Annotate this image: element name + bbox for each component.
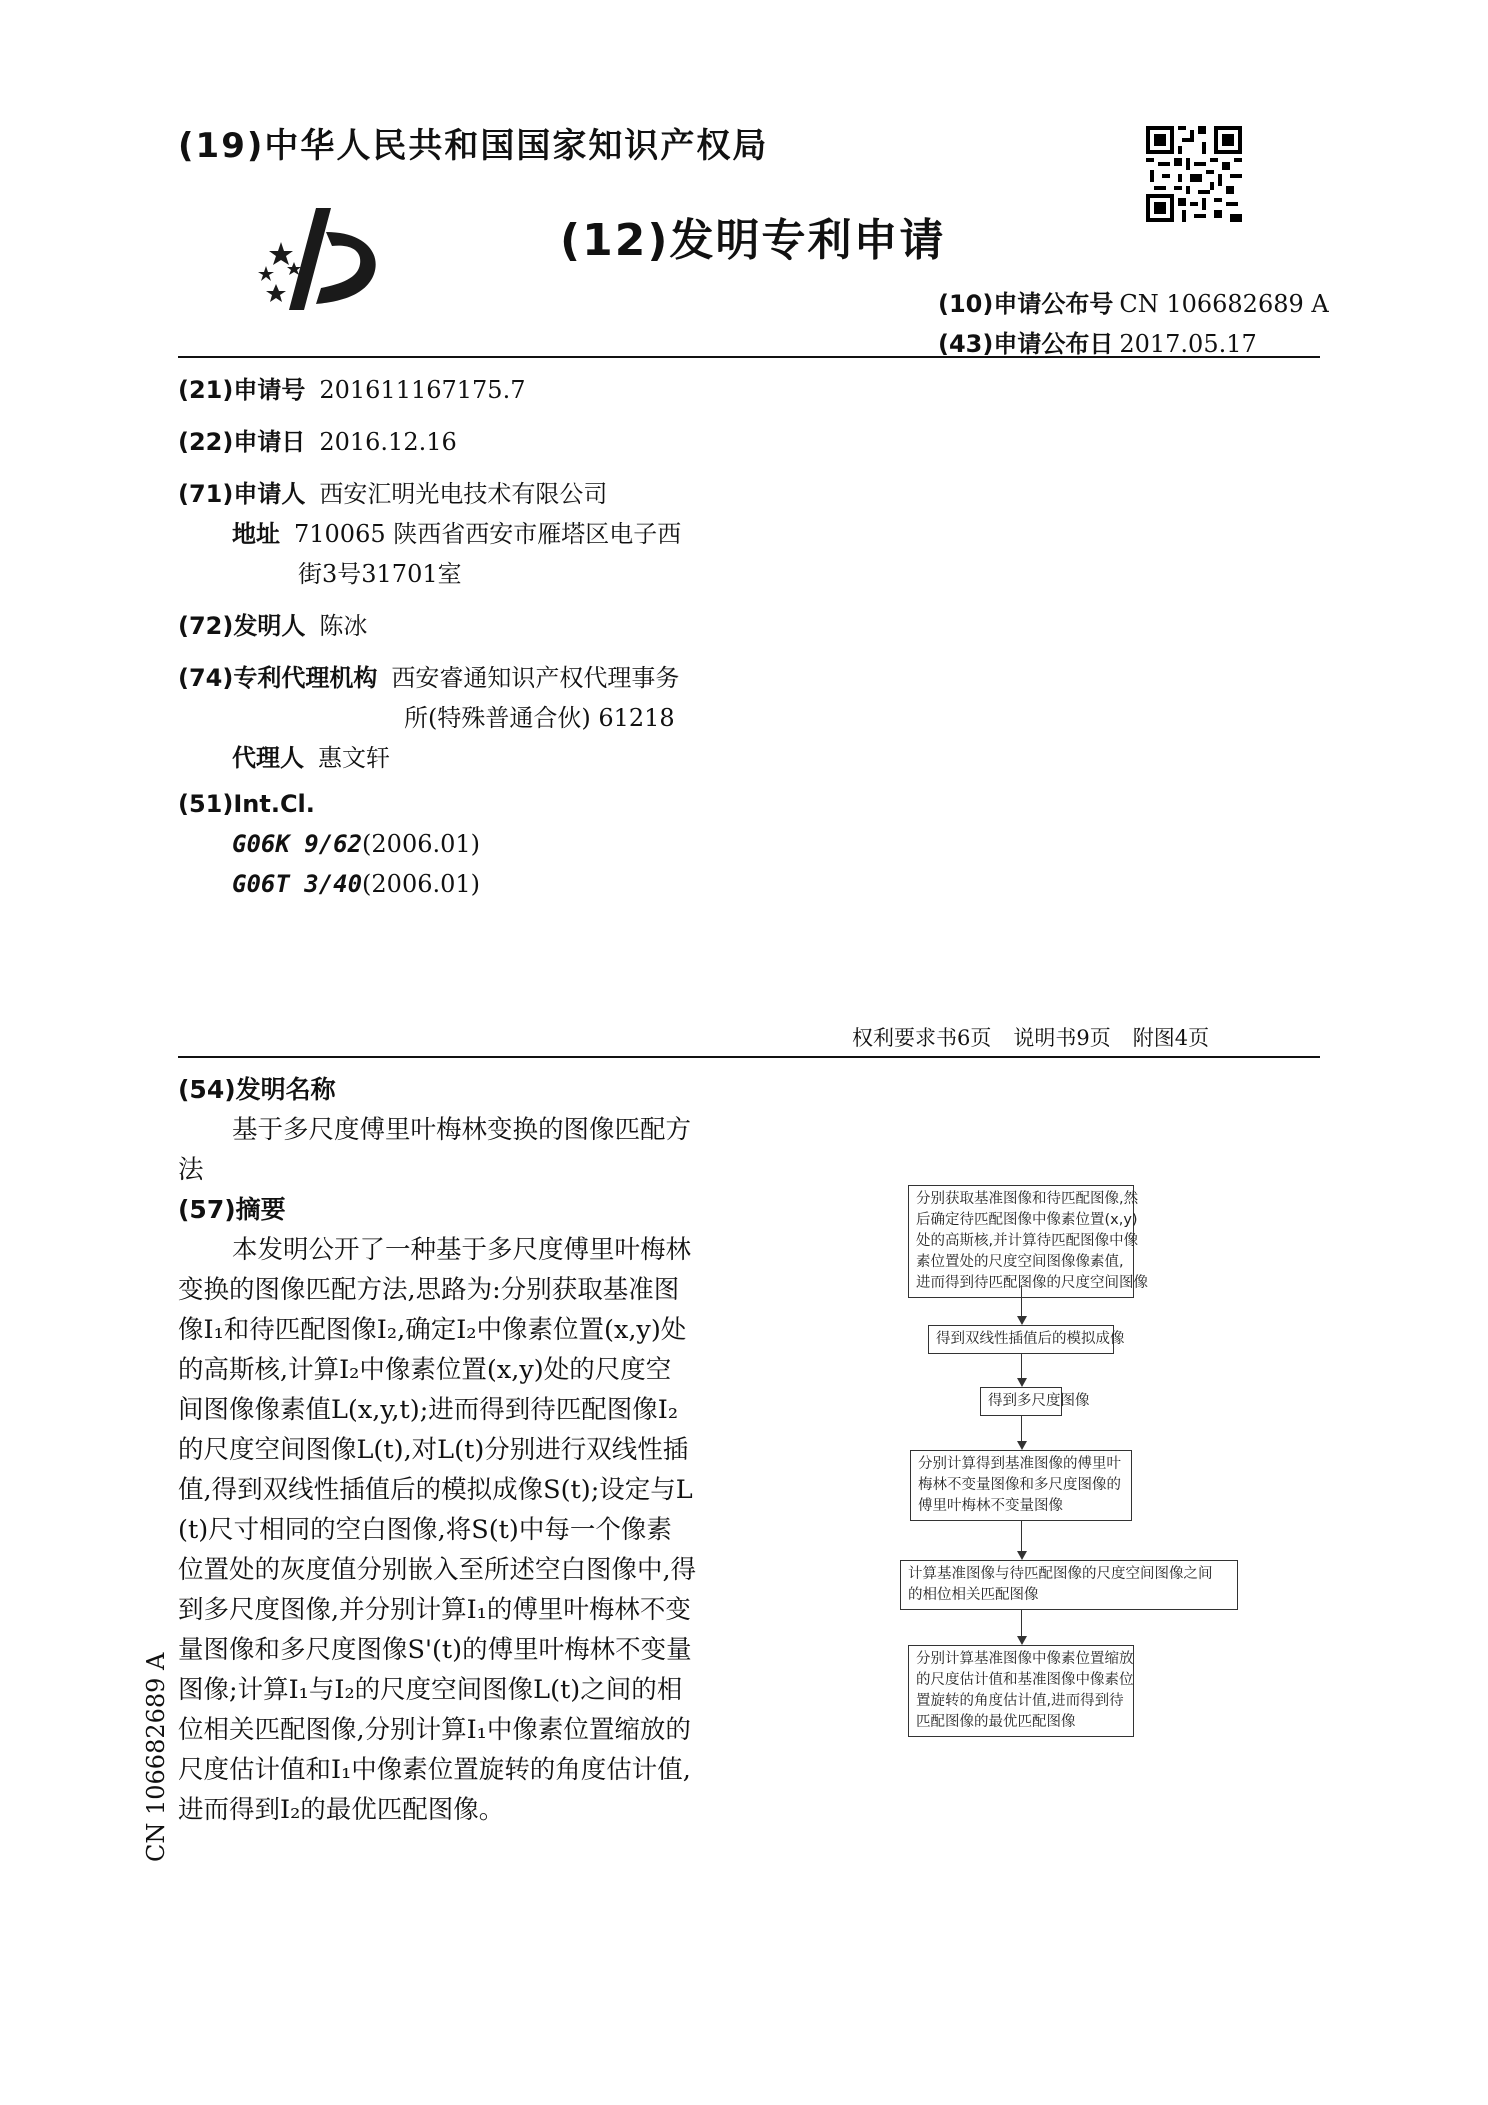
- applicant-label: (71)申请人: [178, 480, 306, 508]
- publication-number: [938, 284, 1329, 319]
- ipc-entry: [232, 870, 480, 898]
- ipc-version: (2006.01): [362, 870, 481, 898]
- abstract-line: 位置处的灰度值分别嵌入至所述空白图像中,得: [178, 1555, 697, 1585]
- qr-code: [1146, 126, 1242, 222]
- flowchart-step-line: 素位置处的尺度空间图像像素值,: [916, 1254, 1124, 1270]
- invention-title-label: (54)发明名称: [178, 1075, 336, 1104]
- claims-pages: 权利要求书6页: [852, 1026, 992, 1050]
- flowchart-step-line: 的相位相关匹配图像: [908, 1587, 1039, 1603]
- patent-agency-line-1: 西安睿通知识产权代理事务: [391, 664, 680, 692]
- cnipa-logo: [246, 204, 386, 314]
- address: [232, 514, 681, 549]
- publication-date-label: (43)申请公布日: [938, 330, 1114, 358]
- application-number: [178, 370, 525, 405]
- inventor-value: 陈冰: [319, 612, 368, 640]
- flowchart-arrowhead: [1017, 1316, 1027, 1325]
- ipc-code: G06K 9/62: [232, 830, 363, 858]
- abstract-line: 尺度估计值和I₁中像素位置旋转的角度估计值,: [178, 1755, 691, 1785]
- abstract-line: 本发明公开了一种基于多尺度傅里叶梅林: [232, 1235, 692, 1265]
- publication-number-value: CN 106682689 A: [1119, 290, 1329, 318]
- flowchart-arrow: [1021, 1285, 1022, 1317]
- flowchart-step-line: 计算基准图像与待匹配图像的尺度空间图像之间: [908, 1566, 1213, 1582]
- flowchart-step-line: 的尺度估计值和基准图像中像素位: [916, 1672, 1134, 1688]
- flowchart-step-line: 匹配图像的最优匹配图像: [916, 1714, 1076, 1730]
- agent-label: 代理人: [232, 744, 304, 772]
- abstract-line: 到多尺度图像,并分别计算I₁的傅里叶梅林不变: [178, 1595, 691, 1625]
- application-date-label: (22)申请日: [178, 428, 306, 456]
- invention-title-line-2: 法: [178, 1155, 204, 1185]
- flowchart-step-line: 后确定待匹配图像中像素位置(x,y): [916, 1212, 1138, 1228]
- address-label: 地址: [232, 520, 280, 548]
- flowchart-step-line: 处的高斯核,并计算待匹配图像中像: [916, 1233, 1139, 1249]
- office-name: (19)中华人民共和国国家知识产权局: [178, 126, 769, 166]
- page-counts: [852, 1022, 1231, 1052]
- application-number-label: (21)申请号: [178, 376, 306, 404]
- flowchart-arrow: [1021, 1353, 1022, 1379]
- ipc-entry: [232, 830, 480, 858]
- publication-number-label: (10)申请公布号: [938, 290, 1114, 318]
- abstract-line: 值,得到双线性插值后的模拟成像S(t);设定与L: [178, 1475, 693, 1505]
- flowchart-step: [928, 1325, 1125, 1354]
- abstract-line: 位相关匹配图像,分别计算I₁中像素位置缩放的: [178, 1715, 691, 1745]
- flowchart-arrow: [1021, 1609, 1022, 1637]
- flowchart-step: [908, 1645, 1134, 1737]
- abstract-line: (t)尺寸相同的空白图像,将S(t)中每一个像素: [178, 1515, 672, 1545]
- abstract-line: 变换的图像匹配方法,思路为:分别获取基准图: [178, 1275, 680, 1305]
- abstract-line: 的高斯核,计算I₂中像素位置(x,y)处的尺度空: [178, 1355, 672, 1385]
- applicant: [178, 474, 607, 509]
- publication-date-value: 2017.05.17: [1119, 330, 1257, 358]
- flowchart-step-line: 分别计算得到基准图像的傅里叶: [918, 1456, 1121, 1472]
- flowchart-step: [900, 1560, 1238, 1610]
- application-date: [178, 422, 457, 457]
- patent-agency-label: (74)专利代理机构: [178, 664, 378, 692]
- flowchart-arrow: [1021, 1520, 1022, 1552]
- application-number-value: 201611167175.7: [319, 376, 526, 404]
- patent-agency-line-2: 所(特殊普通合伙) 61218: [404, 704, 675, 732]
- flowchart-step-line: 进而得到待匹配图像的尺度空间图像: [916, 1275, 1148, 1291]
- description-pages: 说明书9页: [1013, 1026, 1111, 1050]
- abstract-line: 进而得到I₂的最优匹配图像。: [178, 1795, 505, 1825]
- int-cl-label: (51)Int.Cl.: [178, 790, 315, 818]
- drawings-pages: 附图4页: [1132, 1026, 1210, 1050]
- flowchart-step-line: 分别计算基准图像中像素位置缩放: [916, 1651, 1134, 1667]
- abstract-line: 的尺度空间图像L(t),对L(t)分别进行双线性插: [178, 1435, 689, 1465]
- header-divider: [178, 356, 1320, 358]
- flowchart-arrowhead: [1017, 1441, 1027, 1450]
- patent-agency: [178, 658, 679, 693]
- flowchart-arrowhead: [1017, 1378, 1027, 1387]
- flowchart-step: [980, 1387, 1090, 1416]
- flowchart-step-line: 得到多尺度图像: [988, 1393, 1090, 1409]
- ipc-code: G06T 3/40: [232, 870, 363, 898]
- flowchart-step-line: 傅里叶梅林不变量图像: [918, 1498, 1063, 1514]
- inventor: [178, 606, 367, 641]
- flowchart: [900, 1185, 1230, 1735]
- flowchart-step: [908, 1185, 1148, 1298]
- flowchart-arrow: [1021, 1415, 1022, 1442]
- ipc-version: (2006.01): [362, 830, 481, 858]
- flowchart-step-line: 分别获取基准图像和待匹配图像,然: [916, 1191, 1139, 1207]
- abstract-label: (57)摘要: [178, 1195, 286, 1224]
- abstract-line: 图像;计算I₁与I₂的尺度空间图像L(t)之间的相: [178, 1675, 683, 1705]
- publication-date: [938, 324, 1257, 359]
- document-type: (12)发明专利申请: [560, 215, 946, 266]
- flowchart-step-line: 置旋转的角度估计值,进而得到待: [916, 1693, 1124, 1709]
- flowchart-step: [910, 1450, 1132, 1521]
- flowchart-step-line: 得到双线性插值后的模拟成像: [936, 1331, 1125, 1347]
- vertical-publication-number: CN 106682689 A: [142, 1652, 170, 1862]
- flowchart-arrowhead: [1017, 1551, 1027, 1560]
- flowchart-step-line: 梅林不变量图像和多尺度图像的: [918, 1477, 1121, 1493]
- abstract-line: 量图像和多尺度图像S'(t)的傅里叶梅林不变量: [178, 1635, 692, 1665]
- abstract-line: 像I₁和待匹配图像I₂,确定I₂中像素位置(x,y)处: [178, 1315, 687, 1345]
- applicant-value: 西安汇明光电技术有限公司: [319, 480, 608, 508]
- address-line-1: 710065 陕西省西安市雁塔区电子西: [294, 520, 682, 548]
- flowchart-arrowhead: [1017, 1636, 1027, 1645]
- inventor-label: (72)发明人: [178, 612, 306, 640]
- address-line-2: 街3号31701室: [298, 560, 462, 588]
- agent-value: 惠文轩: [318, 744, 390, 772]
- int-cl: [178, 790, 315, 818]
- application-date-value: 2016.12.16: [319, 428, 457, 456]
- agent: [232, 738, 390, 773]
- invention-title-line-1: 基于多尺度傅里叶梅林变换的图像匹配方: [232, 1115, 692, 1145]
- abstract-line: 间图像像素值L(x,y,t);进而得到待匹配图像I₂: [178, 1395, 679, 1425]
- section-divider: [178, 1056, 1320, 1058]
